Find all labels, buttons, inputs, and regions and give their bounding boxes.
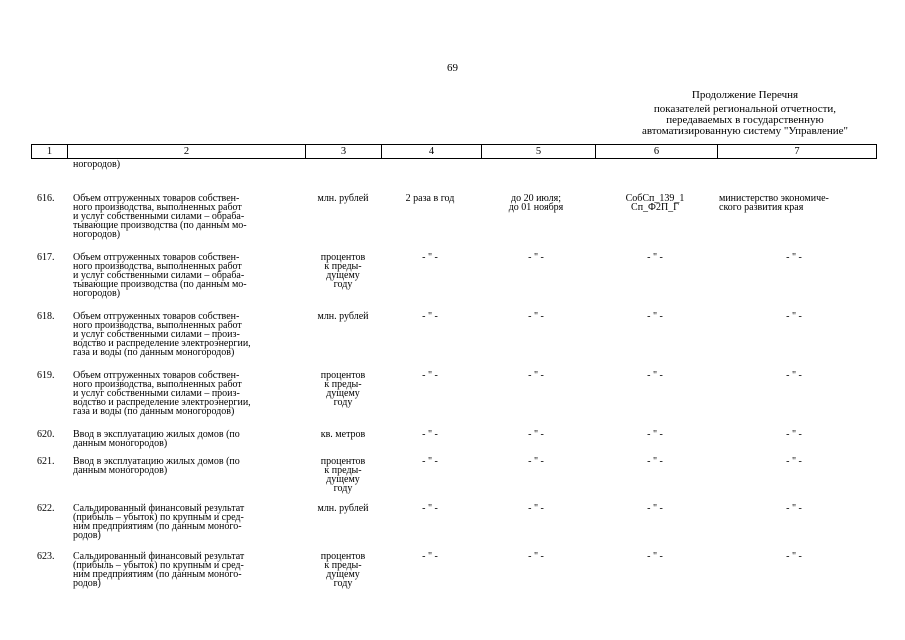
column-header: 7: [718, 145, 877, 159]
unit-of-measure-line: к преды-: [324, 379, 362, 390]
responsible-body-line: ского развития края: [719, 202, 804, 213]
unit-of-measure-line: процентов: [320, 551, 366, 562]
indicator-name-line: (прибыль – убыток) по крупным и сред-: [73, 512, 244, 523]
frequency: [384, 312, 476, 321]
responsible-body-line: - " -: [786, 456, 802, 467]
indicator-name-line: ногородов): [73, 229, 121, 240]
indicator-name-line: Объем отгруженных товаров собствен-: [73, 311, 240, 322]
row-number: 616.: [37, 193, 55, 204]
indicator-name-line: и услуг собственными силами – обраба-: [73, 211, 245, 222]
unit-of-measure-line: дущему: [326, 474, 360, 485]
column-header-row: [32, 145, 877, 159]
indicator-name-line: и услуг собственными силами – произ-: [73, 388, 240, 399]
deadline: [477, 430, 595, 439]
indicator-name-line: ного производства, выполненных работ: [73, 261, 242, 272]
indicator-name-line: ного производства, выполненных работ: [73, 320, 242, 331]
indicator-name-line: родов): [73, 578, 101, 589]
indicator-name: [73, 430, 301, 448]
unit-of-measure-line: млн. рублей: [317, 311, 369, 322]
indicator-code-line: - " -: [647, 429, 663, 440]
column-header: 2: [68, 145, 306, 159]
deadline: [477, 457, 595, 466]
indicator-code-line: Сп_Ф2П_Г: [631, 202, 679, 213]
indicator-name: [73, 552, 301, 588]
indicator-name: [73, 312, 301, 357]
unit-of-measure-line: дущему: [326, 270, 360, 281]
indicator-code-line: - " -: [647, 551, 663, 562]
responsible-body: [719, 253, 869, 262]
unit-of-measure-line: к преды-: [324, 560, 362, 571]
unit-of-measure: [307, 552, 379, 588]
indicator-name-line: Объем отгруженных товаров собствен-: [73, 193, 240, 204]
indicator-name-line: ного производства, выполненных работ: [73, 379, 242, 390]
frequency-line: 2 раза в год: [405, 193, 455, 204]
unit-of-measure-line: к преды-: [324, 261, 362, 272]
indicator-name: [73, 504, 301, 540]
responsible-body-line: министерство экономиче-: [719, 193, 829, 204]
deadline: [477, 312, 595, 321]
frequency: [384, 504, 476, 513]
row-number: 622.: [37, 503, 55, 514]
unit-of-measure: [307, 312, 379, 321]
indicator-name-line: и услуг собственными силами – обраба-: [73, 270, 245, 281]
unit-of-measure: [307, 457, 379, 493]
indicator-name-line: Сальдированный финансовый результат: [73, 503, 245, 514]
deadline-line: до 01 ноября: [508, 202, 564, 213]
frequency-line: - " -: [422, 456, 438, 467]
indicator-code: [597, 194, 713, 212]
indicator-name-line: Сальдированный финансовый результат: [73, 551, 245, 562]
indicator-code: [597, 430, 713, 439]
unit-of-measure-line: кв. метров: [320, 429, 366, 440]
indicator-name-line: Объем отгруженных товаров собствен-: [73, 252, 240, 263]
unit-of-measure-line: процентов: [320, 456, 366, 467]
row-number: 617.: [37, 252, 55, 263]
deadline-line: - " -: [528, 252, 544, 263]
indicator-name-line: ним предприятиям (по данным моного-: [73, 521, 242, 532]
column-header: 5: [482, 145, 596, 159]
indicator-code-line: - " -: [647, 503, 663, 514]
responsible-body-line: - " -: [786, 551, 802, 562]
row-number: 619.: [37, 370, 55, 381]
indicator-name-line: Ввод в эксплуатацию жилых домов (по: [73, 429, 240, 440]
unit-of-measure-line: процентов: [320, 370, 366, 381]
frequency: [384, 430, 476, 439]
indicator-name-line: водство и распределение электроэнергии,: [73, 397, 251, 408]
responsible-body-line: - " -: [786, 370, 802, 381]
row-number: 621.: [37, 456, 55, 467]
unit-of-measure: [307, 194, 379, 203]
unit-of-measure: [307, 430, 379, 439]
frequency-line: - " -: [422, 503, 438, 514]
deadline: [477, 194, 595, 212]
indicator-name-line: газа и воды (по данным моногородов): [73, 406, 235, 417]
indicator-name-line: (прибыль – убыток) по крупным и сред-: [73, 560, 244, 571]
responsible-body: [719, 312, 869, 321]
deadline-line: - " -: [528, 429, 544, 440]
indicator-name-line: ногородов): [73, 288, 121, 299]
frequency-line: - " -: [422, 311, 438, 322]
deadline: [477, 552, 595, 561]
indicator-code: [597, 253, 713, 262]
indicator-name-line: ним предприятиям (по данным моного-: [73, 569, 242, 580]
indicator-name-line: водство и распределение электроэнергии,: [73, 338, 251, 349]
frequency: [384, 194, 476, 203]
indicator-name-line: и услуг собственными силами – произ-: [73, 329, 240, 340]
unit-of-measure-line: дущему: [326, 388, 360, 399]
heading-line: показателей региональной отчетности,: [653, 103, 837, 115]
responsible-body-line: - " -: [786, 252, 802, 263]
column-header: 4: [382, 145, 482, 159]
frequency: [384, 253, 476, 262]
responsible-body: [719, 430, 869, 439]
frequency: [384, 371, 476, 380]
responsible-body: [719, 371, 869, 380]
responsible-body-line: - " -: [786, 311, 802, 322]
deadline-line: до 20 июля;: [510, 193, 562, 204]
indicator-code: [597, 504, 713, 513]
unit-of-measure-line: году: [333, 578, 353, 589]
deadline: [477, 504, 595, 513]
frequency-line: - " -: [422, 551, 438, 562]
indicator-name-line: данным моногородов): [73, 465, 168, 476]
unit-of-measure-line: млн. рублей: [317, 193, 369, 204]
unit-of-measure-line: млн. рублей: [317, 503, 369, 514]
column-header: 6: [596, 145, 718, 159]
unit-of-measure-line: к преды-: [324, 465, 362, 476]
frequency-line: - " -: [422, 370, 438, 381]
responsible-body-line: - " -: [786, 503, 802, 514]
deadline-line: - " -: [528, 311, 544, 322]
indicator-name: [73, 194, 301, 239]
indicator-name-line: тывающие производства (по данным мо-: [73, 279, 247, 290]
indicator-code: [597, 457, 713, 466]
continuation-text: ногородов): [73, 159, 121, 170]
heading-line: передаваемых в государственную: [666, 114, 824, 126]
frequency: [384, 457, 476, 466]
deadline: [477, 253, 595, 262]
heading-line: автоматизированную систему "Управление": [641, 125, 849, 137]
indicator-name-line: ного производства, выполненных работ: [73, 202, 242, 213]
responsible-body: [719, 552, 869, 561]
indicator-code-line: - " -: [647, 370, 663, 381]
indicator-code-line: СобСп_139_1: [625, 193, 685, 204]
unit-of-measure-line: году: [333, 279, 353, 290]
heading-continuation: Продолжение Перечня: [691, 89, 799, 101]
responsible-body: [719, 194, 869, 212]
deadline-line: - " -: [528, 551, 544, 562]
page-number: 69: [447, 62, 458, 74]
indicator-name-line: газа и воды (по данным моногородов): [73, 347, 235, 358]
row-number: 620.: [37, 429, 55, 440]
indicator-name: [73, 253, 301, 298]
deadline-line: - " -: [528, 456, 544, 467]
deadline: [477, 371, 595, 380]
unit-of-measure: [307, 504, 379, 513]
frequency-line: - " -: [422, 429, 438, 440]
indicator-code-line: - " -: [647, 456, 663, 467]
unit-of-measure-line: процентов: [320, 252, 366, 263]
row-number: 623.: [37, 551, 55, 562]
indicator-code: [597, 312, 713, 321]
deadline-line: - " -: [528, 503, 544, 514]
unit-of-measure-line: году: [333, 397, 353, 408]
responsible-body-line: - " -: [786, 429, 802, 440]
unit-of-measure-line: году: [333, 483, 353, 494]
unit-of-measure: [307, 371, 379, 407]
unit-of-measure-line: дущему: [326, 569, 360, 580]
indicator-code-line: - " -: [647, 311, 663, 322]
deadline-line: - " -: [528, 370, 544, 381]
indicator-name-line: данным моногородов): [73, 438, 168, 449]
indicator-name: [73, 457, 301, 475]
column-header-table: [31, 144, 877, 159]
row-number: 618.: [37, 311, 55, 322]
column-header: 1: [32, 145, 68, 159]
frequency-line: - " -: [422, 252, 438, 263]
responsible-body: [719, 457, 869, 466]
frequency: [384, 552, 476, 561]
indicator-name-line: Объем отгруженных товаров собствен-: [73, 370, 240, 381]
column-header: 3: [306, 145, 382, 159]
indicator-name-line: родов): [73, 530, 101, 541]
document-heading: [615, 90, 875, 137]
indicator-name-line: тывающие производства (по данным мо-: [73, 220, 247, 231]
responsible-body: [719, 504, 869, 513]
indicator-code: [597, 552, 713, 561]
indicator-code-line: - " -: [647, 252, 663, 263]
indicator-name-line: Ввод в эксплуатацию жилых домов (по: [73, 456, 240, 467]
indicator-name: [73, 371, 301, 416]
unit-of-measure: [307, 253, 379, 289]
indicator-code: [597, 371, 713, 380]
